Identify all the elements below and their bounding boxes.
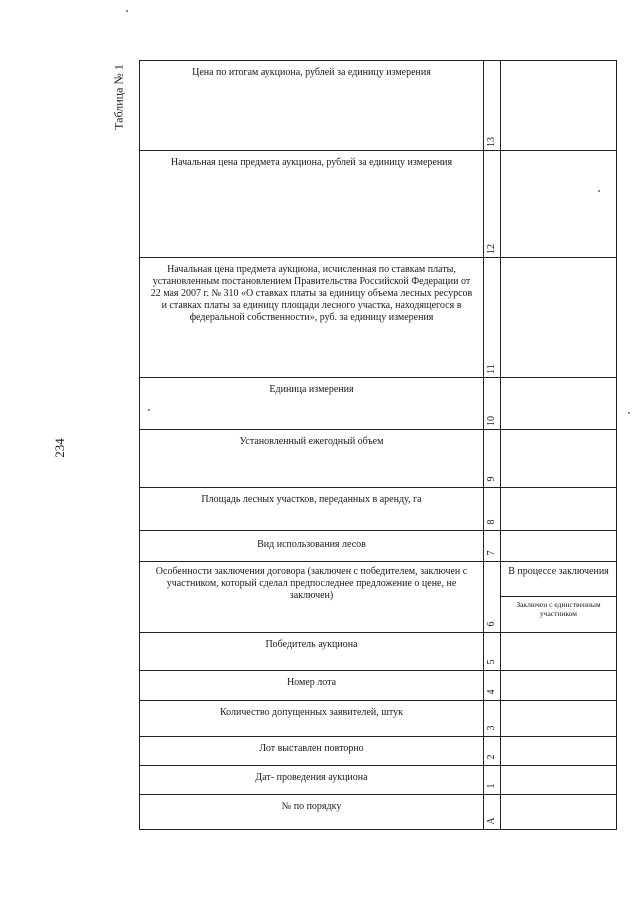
- row-header: Установленный ежегодный объем: [239, 436, 384, 447]
- row-value: [501, 531, 616, 561]
- row-header: Лот выставлен повторно: [259, 743, 364, 754]
- column-number: 10: [483, 378, 501, 429]
- row-value: [501, 701, 616, 736]
- row-value: [501, 562, 616, 632]
- table-row-annual-volume: [140, 430, 616, 488]
- table-row-area: [140, 488, 616, 531]
- table-row-forest-use: [140, 531, 616, 562]
- row-header: Номер лота: [286, 677, 337, 688]
- column-number: 11: [483, 258, 501, 377]
- column-number: 3: [483, 701, 501, 736]
- scan-speck: [598, 190, 600, 192]
- column-number: 12: [483, 151, 501, 257]
- table-row-sequence-number: [140, 795, 616, 829]
- row-value: [501, 766, 616, 794]
- table-row-applicants: [140, 701, 616, 737]
- column-number: 2: [483, 737, 501, 765]
- page-number: 234: [52, 438, 67, 458]
- row-header: Площадь лесных участков, переданных в аренду, га: [201, 494, 422, 505]
- auction-results-table: [139, 60, 617, 830]
- row-value: [501, 258, 616, 377]
- row-header: Количество допущенных заявителей, штук: [219, 707, 403, 718]
- row-value: [501, 671, 616, 700]
- row-header: Особенности заключения договора (заключен с победителем, заключен с участником, который сделал предпоследнее предложение о цене, не заключен): [155, 566, 468, 601]
- row-value: [501, 795, 616, 829]
- row-value: [501, 378, 616, 429]
- table-row-contract: [140, 562, 616, 633]
- column-number: 13: [483, 61, 501, 150]
- row-header: Вид использования лесов: [257, 539, 366, 550]
- row-header: Дат- проведения аукциона: [255, 772, 368, 783]
- table-row-lot-repeated: [140, 737, 616, 766]
- column-number: 5: [483, 633, 501, 670]
- scan-speck: [148, 409, 150, 411]
- column-number: 6: [483, 562, 501, 632]
- table-row-initial-price-rates: [140, 258, 616, 378]
- column-number: 8: [483, 488, 501, 530]
- row-value: [501, 488, 616, 530]
- contract-status-single-participant: Заключен с единственным участником: [516, 600, 601, 618]
- scan-speck: [126, 10, 128, 12]
- row-value: [501, 430, 616, 487]
- row-header: Начальная цена предмета аукциона, исчисленная по ставкам платы, установленным постановлением Правительства Российской Федерации от 22 мая 2007 г. № 310 «О ставках платы за единицу объема лесных ресурсов и ставках платы за единицу площади лесного участка, находящегося в федеральной собственности», руб. за единицу измерения: [150, 264, 473, 323]
- column-number: 9: [483, 430, 501, 487]
- row-value: [501, 633, 616, 670]
- column-number: 1: [483, 766, 501, 794]
- table-row-lot-number: [140, 671, 616, 701]
- table-row-initial-price: [140, 151, 616, 258]
- row-header: Единица измерения: [269, 384, 354, 395]
- row-header: Цена по итогам аукциона, рублей за единицу измерения: [192, 67, 431, 78]
- table-row-unit: [140, 378, 616, 430]
- row-value: [501, 151, 616, 257]
- row-header: Победитель аукциона: [265, 639, 358, 650]
- column-number: А: [483, 795, 501, 829]
- table-row-winner: [140, 633, 616, 671]
- table-title: Таблица № 1: [111, 64, 126, 130]
- row-value: [501, 737, 616, 765]
- column-number: 7: [483, 531, 501, 561]
- column-number: 4: [483, 671, 501, 700]
- scan-speck: [628, 412, 630, 414]
- row-value: [501, 61, 616, 150]
- contract-status-in-progress: В процессе заключения: [501, 562, 616, 597]
- table-row-auction-date: [140, 766, 616, 795]
- table-row-price-result: [140, 61, 616, 151]
- row-header: № по порядку: [281, 801, 342, 812]
- row-header: Начальная цена предмета аукциона, рублей за единицу измерения: [170, 157, 453, 168]
